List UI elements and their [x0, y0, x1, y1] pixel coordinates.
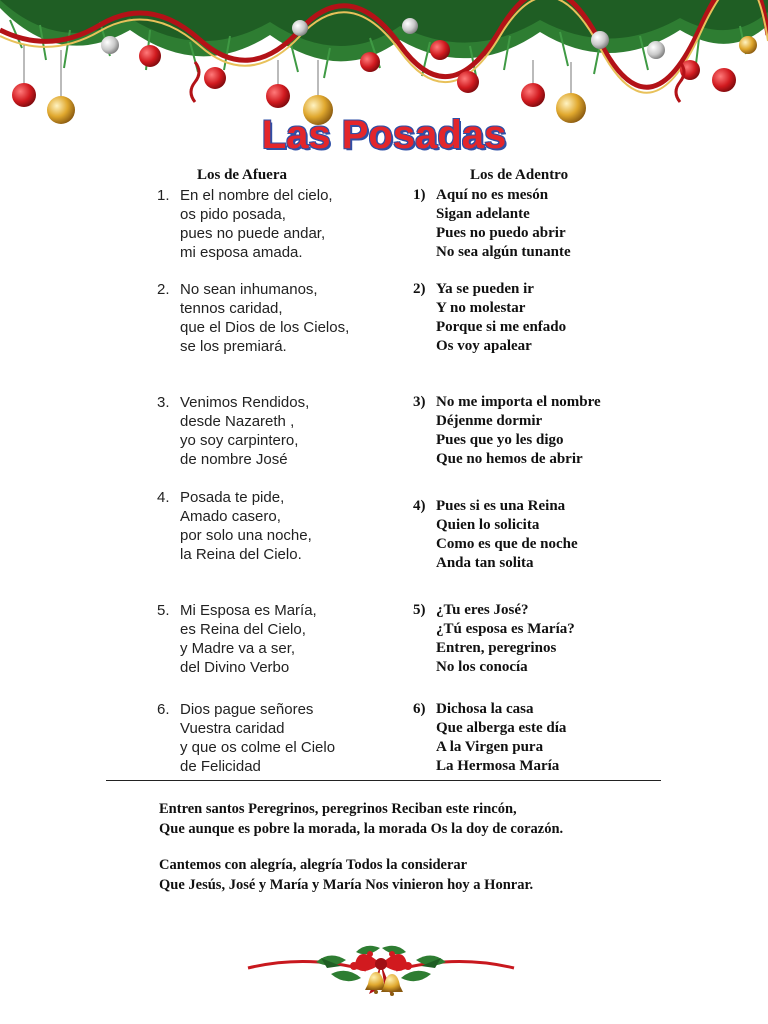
- verse-line: del Divino Verbo: [180, 659, 290, 676]
- verse-line: Os voy apalear: [436, 338, 532, 354]
- verse-line: Venimos Rendidos,: [180, 394, 310, 411]
- verse-number: 1): [413, 187, 426, 203]
- holly-bow-bells-icon: [246, 940, 516, 1008]
- verse-line: Anda tan solita: [436, 555, 534, 571]
- verse-line: Pues que yo les digo: [436, 432, 564, 448]
- verse-number: 3): [413, 394, 426, 410]
- chorus-line: Que aunque es pobre la morada, la morada Os la doy de corazón.: [159, 821, 564, 837]
- verse-line: A la Virgen pura: [436, 739, 544, 755]
- verse-line: ¿Tu eres José?: [436, 602, 529, 618]
- verse-line: Déjenme dormir: [436, 413, 543, 429]
- verse-line: Posada te pide,: [180, 489, 285, 506]
- verse-number: 5.: [157, 602, 170, 619]
- verse-line: La Hermosa María: [436, 758, 560, 774]
- verse-line: es Reina del Cielo,: [180, 621, 306, 638]
- verse-number: 2): [413, 281, 426, 297]
- verse-line: desde Nazareth ,: [180, 413, 295, 430]
- verse-line: ¿Tú esposa es María?: [436, 621, 575, 637]
- verse-line: yo soy carpintero,: [180, 432, 299, 449]
- chorus-line: Entren santos Peregrinos, peregrinos Reciban este rincón,: [159, 801, 517, 817]
- right-column-heading: Los de Adentro: [470, 167, 569, 183]
- chorus-line: Cantemos con alegría, alegría Todos la considerar: [159, 857, 468, 873]
- verse-line: se los premiará.: [180, 338, 287, 355]
- verse-number: 4.: [157, 489, 170, 506]
- verse-line: Dios pague señores: [180, 701, 314, 718]
- chorus-line: Que Jesús, José y María y María Nos vinieron hoy a Honrar.: [159, 877, 534, 893]
- verse-line: No los conocía: [436, 659, 528, 675]
- verse-number: 5): [413, 602, 426, 618]
- verse-line: Mi Esposa es María,: [180, 602, 317, 619]
- verse-line: Vuestra caridad: [180, 720, 285, 737]
- verse-line: Quien lo solicita: [436, 517, 540, 533]
- verse-line: y que os colme el Cielo: [180, 739, 336, 756]
- verse-line: No me importa el nombre: [436, 394, 601, 410]
- verse-line: Aquí no es mesón: [436, 187, 549, 203]
- chorus-stanza-2: [159, 855, 533, 895]
- verse-line: Como es que de noche: [436, 536, 578, 552]
- verse-line: de Felicidad: [180, 758, 261, 775]
- verse-line: No sean inhumanos,: [180, 281, 318, 298]
- verse-line: No sea algún tunante: [436, 244, 571, 260]
- verse-number: 1.: [157, 187, 170, 204]
- left-column-heading: Los de Afuera: [197, 167, 287, 183]
- verse-line: Pues si es una Reina: [436, 498, 566, 514]
- verse-line: Sigan adelante: [436, 206, 530, 222]
- verse-line: Pues no puedo abrir: [436, 225, 566, 241]
- verse-line: tennos caridad,: [180, 300, 283, 317]
- verse-line: Dichosa la casa: [436, 701, 534, 717]
- verse-line: por solo una noche,: [180, 527, 312, 544]
- verse-line: Porque si me enfado: [436, 319, 567, 335]
- verse-line: y Madre va a ser,: [180, 640, 296, 657]
- verse-line: Entren, peregrinos: [436, 640, 557, 656]
- section-divider: [106, 780, 661, 781]
- verse-line: os pido posada,: [180, 206, 286, 223]
- verse-number: 4): [413, 498, 426, 514]
- verse-line: Que no hemos de abrir: [436, 451, 583, 467]
- verse-line: que el Dios de los Cielos,: [180, 319, 350, 336]
- page-title: Las Posadas: [261, 113, 507, 157]
- verse-number: 3.: [157, 394, 170, 411]
- verse-line: mi esposa amada.: [180, 244, 303, 261]
- verse-line: de nombre José: [180, 451, 288, 468]
- verse-line: Y no molestar: [436, 300, 526, 316]
- verse-line: Que alberga este día: [436, 720, 567, 736]
- verse-number: 2.: [157, 281, 170, 298]
- verse-line: En el nombre del cielo,: [180, 187, 333, 204]
- verse-line: Amado casero,: [180, 508, 281, 525]
- verse-line: la Reina del Cielo.: [180, 546, 302, 563]
- verse-line: Ya se pueden ir: [436, 281, 534, 297]
- verse-number: 6.: [157, 701, 170, 718]
- verse-number: 6): [413, 701, 426, 717]
- chorus-stanza-1: [159, 799, 563, 839]
- verse-line: pues no puede andar,: [180, 225, 326, 242]
